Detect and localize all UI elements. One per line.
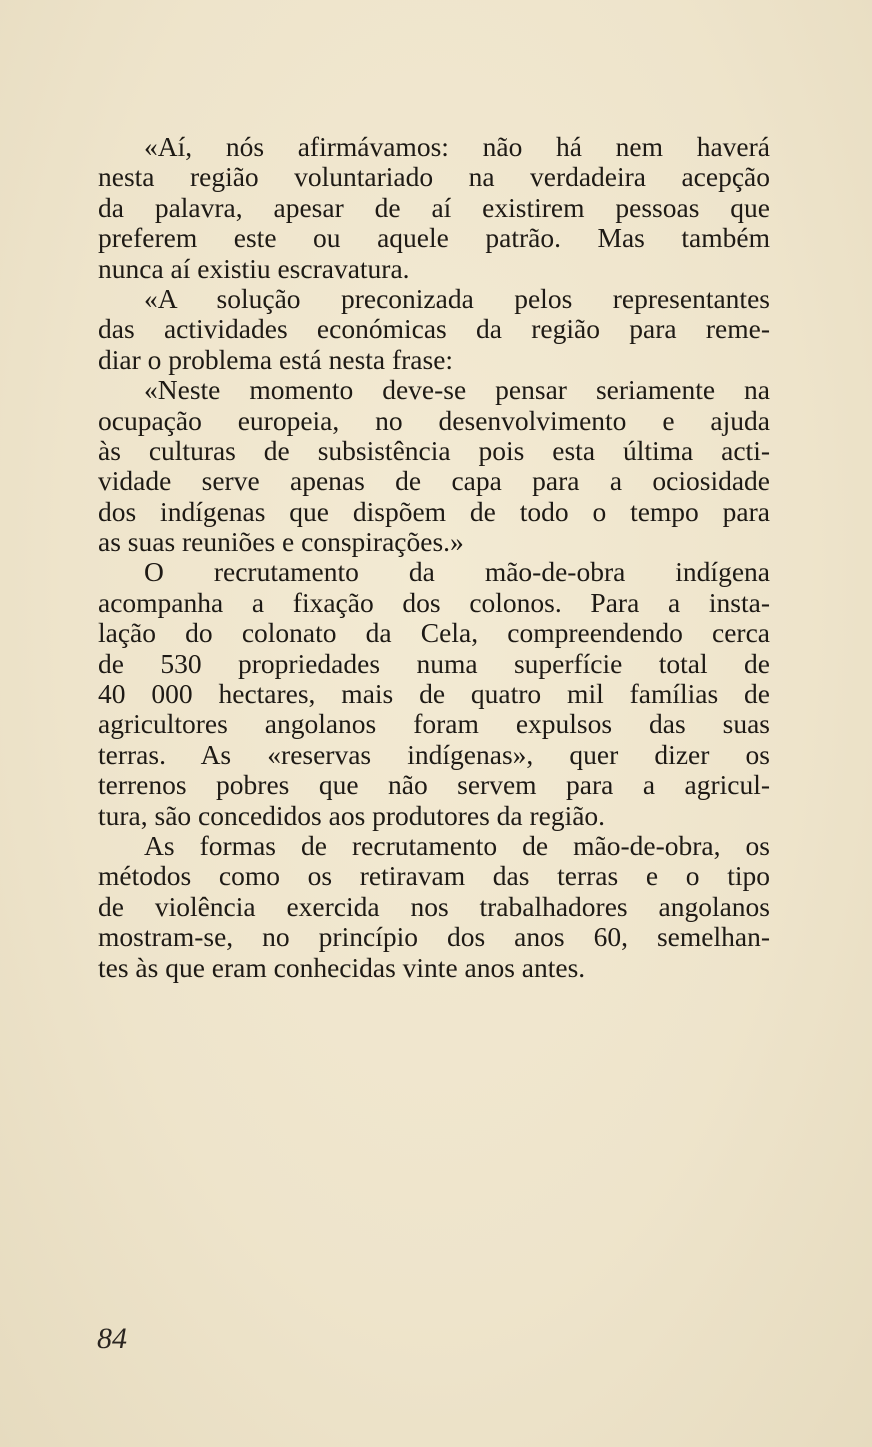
text-line: da palavra, apesar de aí existirem pessoas que — [98, 191, 770, 223]
text-line: nesta região voluntariado na verdadeira acepção — [98, 161, 770, 193]
text-line: métodos como os retiravam das terras e o tipo — [98, 860, 770, 892]
text-line: As formas de recrutamento de mão-de-obra, os — [144, 829, 770, 861]
text-line: acompanha a fixação dos colonos. Para a insta- — [98, 586, 770, 618]
text-line: vidade serve apenas de capa para a ociosidade — [98, 465, 770, 497]
text-line: das actividades económicas da região para reme- — [98, 313, 770, 345]
text-line: lação do colonato da Cela, compreendendo cerca — [98, 617, 770, 649]
text-line: preferem este ou aquele patrão. Mas também — [98, 222, 770, 254]
text-line: de 530 propriedades numa superfície total de — [98, 647, 770, 679]
text-line: tes às que eram conhecidas vinte anos antes. — [98, 951, 586, 983]
text-line: dos indígenas que dispõem de todo o tempo para — [98, 495, 770, 527]
text-line: as suas reuniões e conspirações.» — [98, 526, 464, 558]
text-line: terrenos pobres que não servem para a agricul- — [98, 769, 770, 801]
text-line: mostram-se, no princípio dos anos 60, semelhan- — [98, 921, 770, 953]
text-line: diar o problema está nesta frase: — [98, 343, 454, 375]
text-line: 40 000 hectares, mais de quatro mil famílias de — [98, 678, 770, 710]
text-line: ocupação europeia, no desenvolvimento e ajuda — [98, 404, 770, 436]
text-line: «Aí, nós afirmávamos: não há nem haverá — [144, 131, 770, 162]
text-line: O recrutamento da mão-de-obra indígena — [144, 556, 770, 588]
page-number: 84 — [97, 1322, 127, 1355]
text-line: «A solução preconizada pelos representantes — [144, 282, 770, 314]
text-line: tura, são concedidos aos produtores da região. — [98, 799, 606, 831]
body-text — [98, 132, 770, 983]
text-line: «Neste momento deve-se pensar seriamente na — [144, 374, 770, 406]
text-line: nunca aí existiu escravatura. — [98, 252, 410, 284]
text-line: às culturas de subsistência pois esta última acti- — [98, 434, 770, 466]
text-line: de violência exercida nos trabalhadores angolanos — [98, 890, 770, 922]
text-line: terras. As «reservas indígenas», quer dizer os — [98, 738, 770, 770]
text-line: agricultores angolanos foram expulsos das suas — [98, 708, 770, 740]
